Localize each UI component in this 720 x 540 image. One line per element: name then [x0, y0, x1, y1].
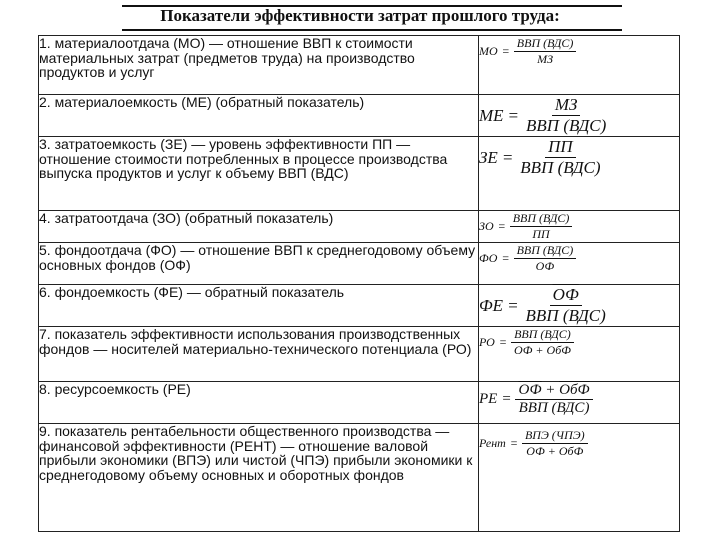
table-row	[39, 36, 680, 95]
formula-cell	[479, 211, 680, 243]
formula-cell	[479, 243, 680, 285]
formula-cell	[479, 95, 680, 137]
indicator-description: 2. материалоемкость (МЕ) (обратный показатель)	[39, 95, 479, 137]
formula-cell	[479, 36, 680, 95]
table-row	[39, 285, 680, 327]
table-row	[39, 243, 680, 285]
indicator-description: 1. материалоотдача (МО) — отношение ВВП к стоимости материальных затрат (предметов труда) на производство продуктов и услуг	[39, 36, 479, 95]
formula-zo: ЗО = $\frac{\text{ВВП (ВДС)}}{ПП}$	[479, 211, 679, 242]
indicator-description: 5. фондоотдача (ФО) — отношение ВВП к среднегодовому объему основных фондов (ОФ)	[39, 243, 479, 285]
formula-ze: ЗЕ = $\frac{ПП}{\text{ВВП (ВДС)}}$	[479, 137, 601, 177]
table-row	[39, 327, 680, 382]
formula-mo: МО = $\frac{\text{ВВП (ВДС)}}{МЗ}$	[479, 36, 679, 67]
indicator-description: 6. фондоемкость (ФЕ) — обратный показатель	[39, 285, 479, 327]
indicator-description: 3. затратоемкость (ЗЕ) — уровень эффективности ПП — отношение стоимости потребленных в процессе производства выпуска продуктов и услуг к объему ВВП (ВДС)	[39, 137, 479, 211]
indicator-description: 4. затратоотдача (ЗО) (обратный показатель)	[39, 211, 479, 243]
table-row	[39, 382, 680, 424]
title-bottom-rule	[122, 29, 622, 31]
indicator-description: 9. показатель рентабельности общественного производства — финансовой эффективности (РЕНТ) — отношение валовой прибыли экономики (ВПЭ) или чистой (ЧПЭ) прибыли экономики к среднегодовому объему основных и оборотных фондов	[39, 424, 479, 532]
formula-fo: ФО = $\frac{\text{ВВП (ВДС)}}{ОФ}$	[479, 243, 679, 274]
table-row	[39, 95, 680, 137]
page-title: Показатели эффективности затрат прошлого труда:	[160, 6, 560, 25]
formula-re: РЕ = $\frac{\text{ОФ + ОбФ}}{\text{ВВП (ВДС)}}$	[479, 382, 679, 417]
table-row	[39, 137, 680, 211]
indicators-table	[38, 35, 680, 532]
table-row	[39, 424, 680, 532]
formula-cell	[479, 382, 680, 424]
indicator-description: 7. показатель эффективности использования производственных фондов — носителей материально-технического потенциала (РО)	[39, 327, 479, 382]
formula-rent: Рент = $\frac{\text{ВПЭ (ЧПЭ)}}{\text{ОФ + ОбФ}}$	[479, 428, 679, 459]
formula-fe: ФЕ = $\frac{ОФ}{\text{ВВП (ВДС)}}$	[479, 285, 606, 325]
table-row	[39, 211, 680, 243]
indicator-description: 8. ресурсоемкость (РЕ)	[39, 382, 479, 424]
formula-cell	[479, 327, 680, 382]
formula-cell	[479, 424, 680, 532]
formula-ro: РО = $\frac{\text{ВВП (ВДС)}}{\text{ОФ + ОбФ}}$	[479, 327, 679, 358]
formula-cell	[479, 137, 680, 211]
formula-cell	[479, 285, 680, 327]
formula-me: МЕ = $\frac{МЗ}{\text{ВВП (ВДС)}}$	[479, 95, 607, 135]
